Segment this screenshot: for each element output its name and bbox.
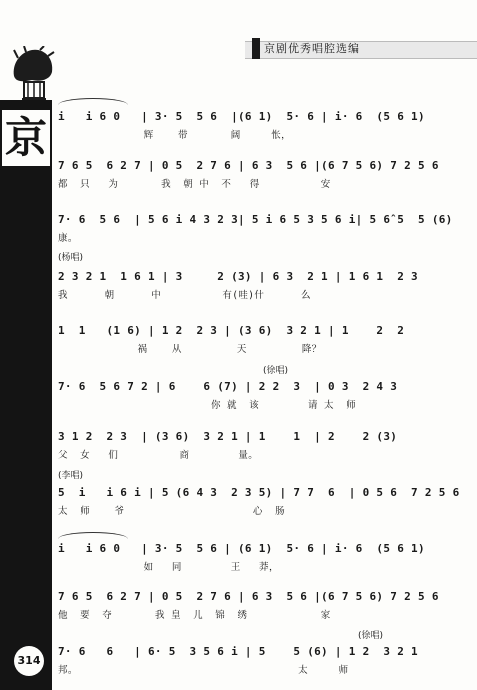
bonsai-illustration <box>10 46 56 106</box>
score <box>58 0 460 690</box>
lyric-line: 他 要 夺 我 皇 儿 锦 绣 家 <box>58 610 331 621</box>
notation-line: i i 6 0 | 3· 5 5 6 | (6 1) 5· 6 | i· 6 (5 6 1) <box>58 542 425 555</box>
lyric-line: 我 朝 中 有(哇)什 么 <box>58 290 311 301</box>
notation-line: 1 1 (1 6) | 1 2 2 3 | (3 6) 3 2 1 | 1 2 2 <box>58 324 405 337</box>
singer-label: (徐唱) <box>263 366 289 376</box>
lyric-line: 太 师 爷 心 肠 <box>58 506 285 517</box>
notation-line: 2 3 2 1 1 6 1 | 3 2 (3) | 6 3 2 1 | 1 6 1 2 3 <box>58 270 418 283</box>
slur <box>58 532 128 539</box>
page-number: 314 <box>14 646 44 676</box>
notation-line: 7 6 5 6 2 7 | 0 5 2 7 6 | 6 3 5 6 |(6 7 5 6) 7 2 5 6 <box>58 159 439 172</box>
notation-line: 7 6 5 6 2 7 | 0 5 2 7 6 | 6 3 5 6 |(6 7 5 6) 7 2 5 6 <box>58 590 439 603</box>
singer-label: (徐唱) <box>358 631 384 641</box>
notation-line: 7· 6 6 | 6· 5 3 5 6 i | 5 5 (6) | 1 2 3 2 1 <box>58 645 418 658</box>
lyric-line: 祸 从 天 降？ <box>58 344 322 355</box>
side-tab-character: 京 <box>2 110 50 166</box>
lyric-line: 父 女 们 商 量。 <box>58 450 259 461</box>
side-tab <box>0 100 52 690</box>
slur <box>58 98 128 105</box>
singer-label: (李唱) <box>58 471 84 481</box>
lyric-line: 邦。 太 师 <box>58 665 349 676</box>
lyric-line: 如 同 王 莽， <box>58 562 279 573</box>
notation-line: 7· 6 5 6 | 5 6 i 4 3 2 3| 5 i 6 5 3 5 6 i| 5 6̂ 5 5 (6) <box>58 213 453 226</box>
lyric-line: 都 只 为 我 朝 中 不 得 安 <box>58 179 331 190</box>
notation-line: 7· 6 5 6 7 2 | 6 6 (7) | 2 2 3 | 0 3 2 4 3 <box>58 380 398 393</box>
lyric-line: 辉 带 阔 怅， <box>58 130 292 141</box>
notation-line: i i 6 0 | 3· 5 5 6 |(6 1) 5· 6 | i· 6 (5 6 1) <box>58 110 425 123</box>
header-title: 京剧优秀唱腔选编 <box>264 42 360 55</box>
singer-label: (杨唱) <box>58 253 84 263</box>
notation-line: 5 i i 6 i | 5 (6 4 3 2 3 5) | 7 7 6 | 0 5 6 7 2 5 6 <box>58 486 460 499</box>
lyric-line: 你 就 该 请 太 师 <box>58 400 357 411</box>
notation-line: 3 1 2 2 3 | (3 6) 3 2 1 | 1 1 | 2 2 (3) <box>58 430 398 443</box>
lyric-line: 康。 <box>58 233 78 244</box>
